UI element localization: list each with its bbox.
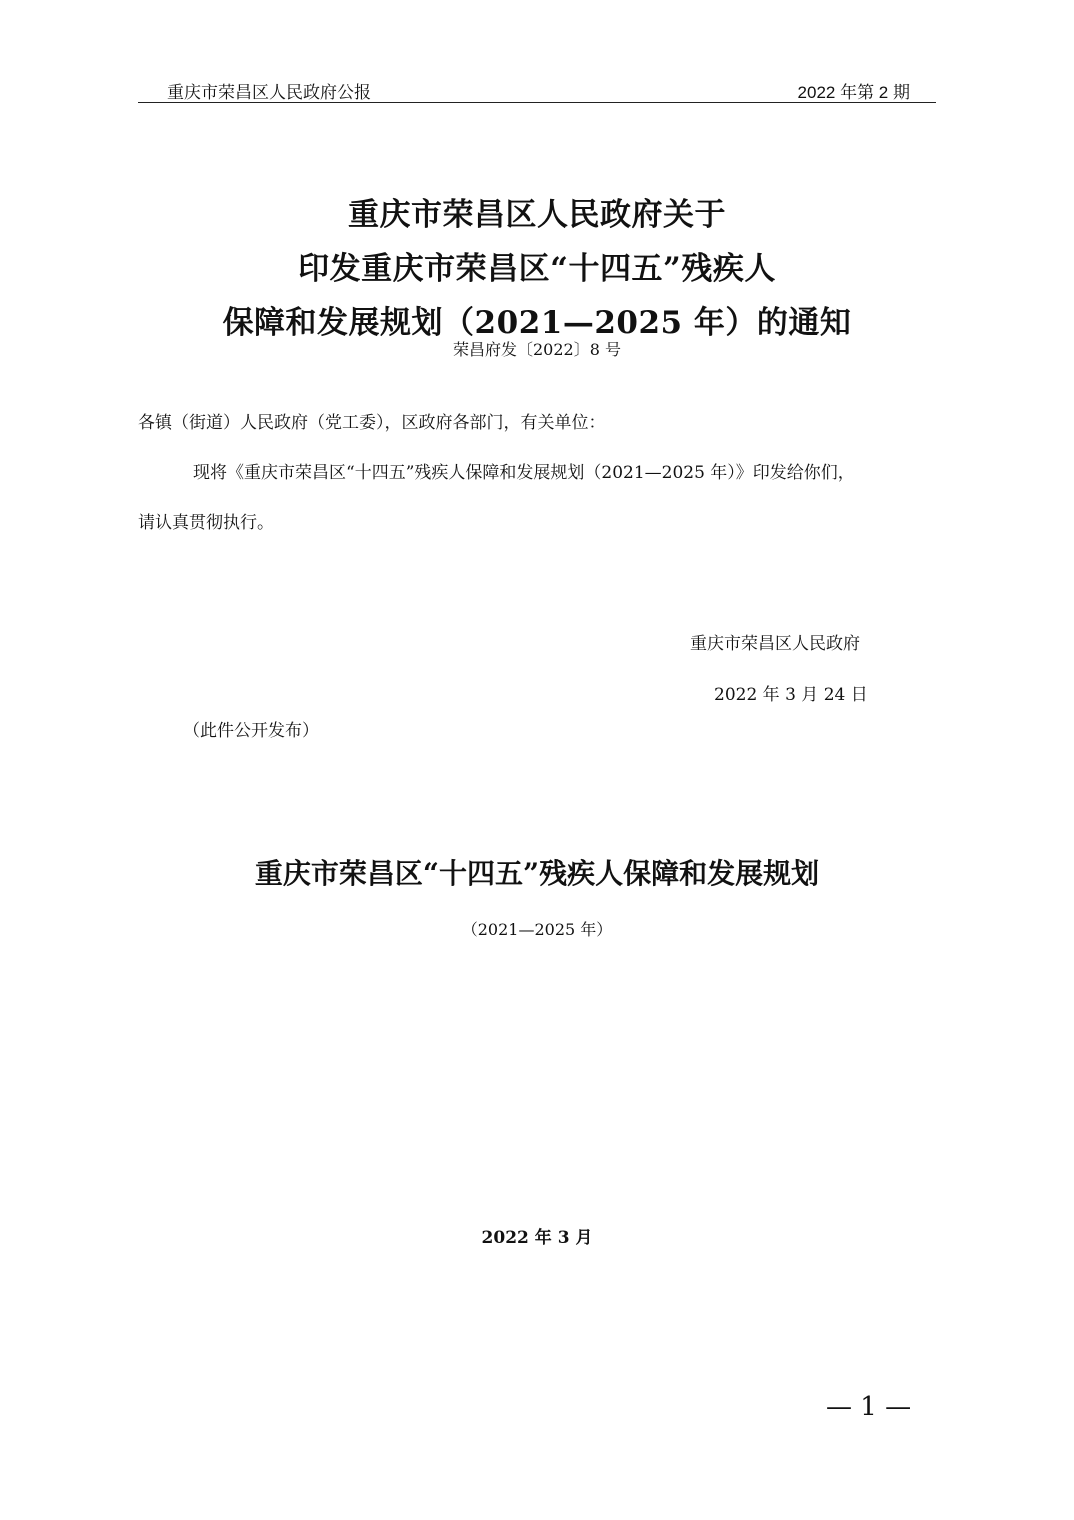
header-issue-number: 2022 年第 2 期 bbox=[797, 83, 910, 102]
signatory: 重庆市荣昌区人民政府 bbox=[690, 634, 860, 654]
header-divider bbox=[138, 102, 936, 103]
notice-title bbox=[0, 188, 1074, 350]
body-paragraph-line-2: 请认真贯彻执行。 bbox=[138, 513, 274, 533]
public-release-note: （此件公开发布） bbox=[183, 721, 319, 741]
signature-date: 2022 年 3 月 24 日 bbox=[714, 685, 868, 705]
plan-title: 重庆市荣昌区“十四五”残疾人保障和发展规划 bbox=[254, 857, 820, 890]
page-number: — 1 — bbox=[826, 1392, 912, 1422]
header-publication-name: 重庆市荣昌区人民政府公报 bbox=[167, 83, 371, 103]
plan-date: 2022 年 3 月 bbox=[481, 1228, 593, 1248]
notice-title-line-2: 印发重庆市荣昌区“十四五”残疾人 bbox=[298, 251, 776, 287]
notice-title-line-3: 保障和发展规划（2021—2025 年）的通知 bbox=[222, 305, 852, 341]
document-number: 荣昌府发〔2022〕8 号 bbox=[453, 340, 621, 359]
body-paragraph-line-1: 现将《重庆市荣昌区“十四五”残疾人保障和发展规划（2021—2025 年）》印发给你们， bbox=[193, 463, 855, 483]
addressee: 各镇（街道）人民政府（党工委），区政府各部门，有关单位： bbox=[138, 413, 606, 433]
notice-title-line-1: 重庆市荣昌区人民政府关于 bbox=[348, 197, 726, 233]
plan-period: （2021—2025 年） bbox=[461, 920, 613, 939]
